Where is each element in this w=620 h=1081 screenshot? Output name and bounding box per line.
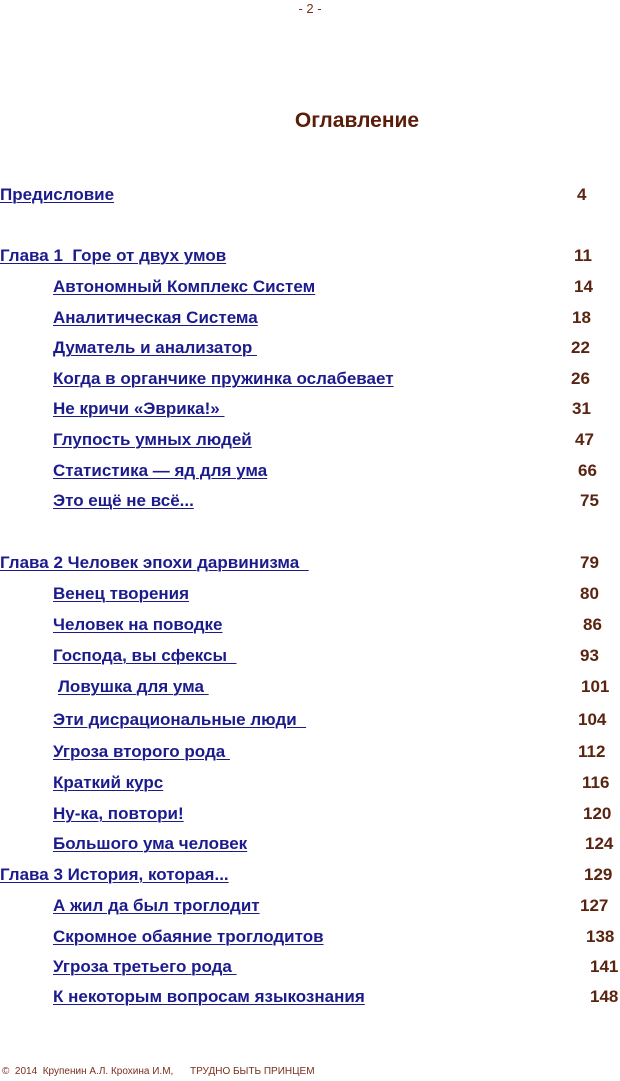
toc-entry-section[interactable]: Ловушка для ума (58, 677, 209, 696)
toc-entry-section[interactable]: Краткий курс (53, 773, 164, 792)
toc-entry-section[interactable]: Автономный Комплекс Систем (53, 277, 316, 296)
toc-entry-section[interactable]: Не кричи «Эврика!» (53, 399, 225, 418)
toc-page-number: 129 (584, 865, 613, 884)
toc-entry-section[interactable]: А жил да был троглодит (53, 896, 260, 915)
toc-page-number: 75 (580, 491, 599, 510)
toc-entry-section[interactable]: Ну-ка, повтори! (53, 804, 184, 823)
toc-page-number: 86 (583, 615, 602, 634)
toc-entry-section[interactable]: Человек на поводке (53, 615, 223, 634)
toc-entry-section[interactable]: Угроза второго рода (53, 742, 230, 761)
page-number: - 2 - (298, 1, 322, 16)
toc-entry-chapter-3[interactable]: Глава 3 История, которая... (0, 865, 229, 884)
toc-page-number: 120 (583, 804, 612, 823)
toc-entry-section[interactable]: Венец творения (53, 584, 190, 603)
toc-page-number: 148 (590, 987, 619, 1006)
toc-title: Оглавление (294, 109, 420, 132)
toc-entry-preface[interactable]: Предисловие (0, 185, 115, 204)
toc-page-number: 47 (575, 430, 594, 449)
toc-entry-section[interactable]: Скромное обаяние троглодитов (53, 927, 324, 946)
toc-page-number: 66 (578, 461, 597, 480)
toc-entry-section[interactable]: Эти дисрациональные люди (53, 710, 307, 729)
toc-page-number: 138 (586, 927, 615, 946)
toc-entry-section[interactable]: Думатель и анализатор (53, 338, 257, 357)
toc-page-number: 80 (580, 584, 599, 603)
toc-entry-section[interactable]: Большого ума человек (53, 834, 248, 853)
toc-entry-section[interactable]: Господа, вы сфексы (53, 646, 237, 665)
toc-page-number: 101 (581, 677, 610, 696)
toc-page-number: 4 (577, 185, 587, 204)
footer-copyright: © 2014 Крупенин А.Л. Крохина И.М, ТРУДНО БЫТЬ ПРИНЦЕМ (2, 1066, 315, 1077)
toc-page-number: 141 (590, 957, 619, 976)
toc-entry-section[interactable]: Статистика — яд для ума (53, 461, 268, 480)
toc-page-number: 93 (580, 646, 599, 665)
toc-page-number: 127 (580, 896, 609, 915)
toc-page-number: 116 (582, 773, 610, 792)
toc-entry-chapter-1[interactable]: Глава 1 Горе от двух умов (0, 246, 227, 265)
toc-page-number: 14 (574, 277, 593, 296)
toc-entry-section[interactable]: Когда в органчике пружинка ослабевает (53, 369, 394, 388)
toc-entry-chapter-2[interactable]: Глава 2 Человек эпохи дарвинизма (0, 553, 309, 572)
toc-page-number: 22 (571, 338, 590, 357)
toc-page-number: 104 (578, 710, 607, 729)
toc-entry-section[interactable]: Угроза третьего рода (53, 957, 237, 976)
toc-entry-section[interactable]: Аналитическая Система (53, 308, 258, 327)
toc-page-number: 124 (585, 834, 614, 853)
toc-page-number: 31 (572, 399, 591, 418)
toc-entry-section[interactable]: Глупость умных людей (53, 430, 252, 449)
toc-entry-section[interactable]: Это ещё не всё... (53, 491, 194, 510)
toc-page-number: 112 (578, 742, 606, 761)
toc-page-number: 26 (571, 369, 590, 388)
toc-page-number: 18 (572, 308, 591, 327)
toc-page-number: 79 (580, 553, 599, 572)
toc-entry-section[interactable]: К некоторым вопросам языкознания (53, 987, 365, 1006)
toc-page-number: 11 (574, 246, 592, 265)
